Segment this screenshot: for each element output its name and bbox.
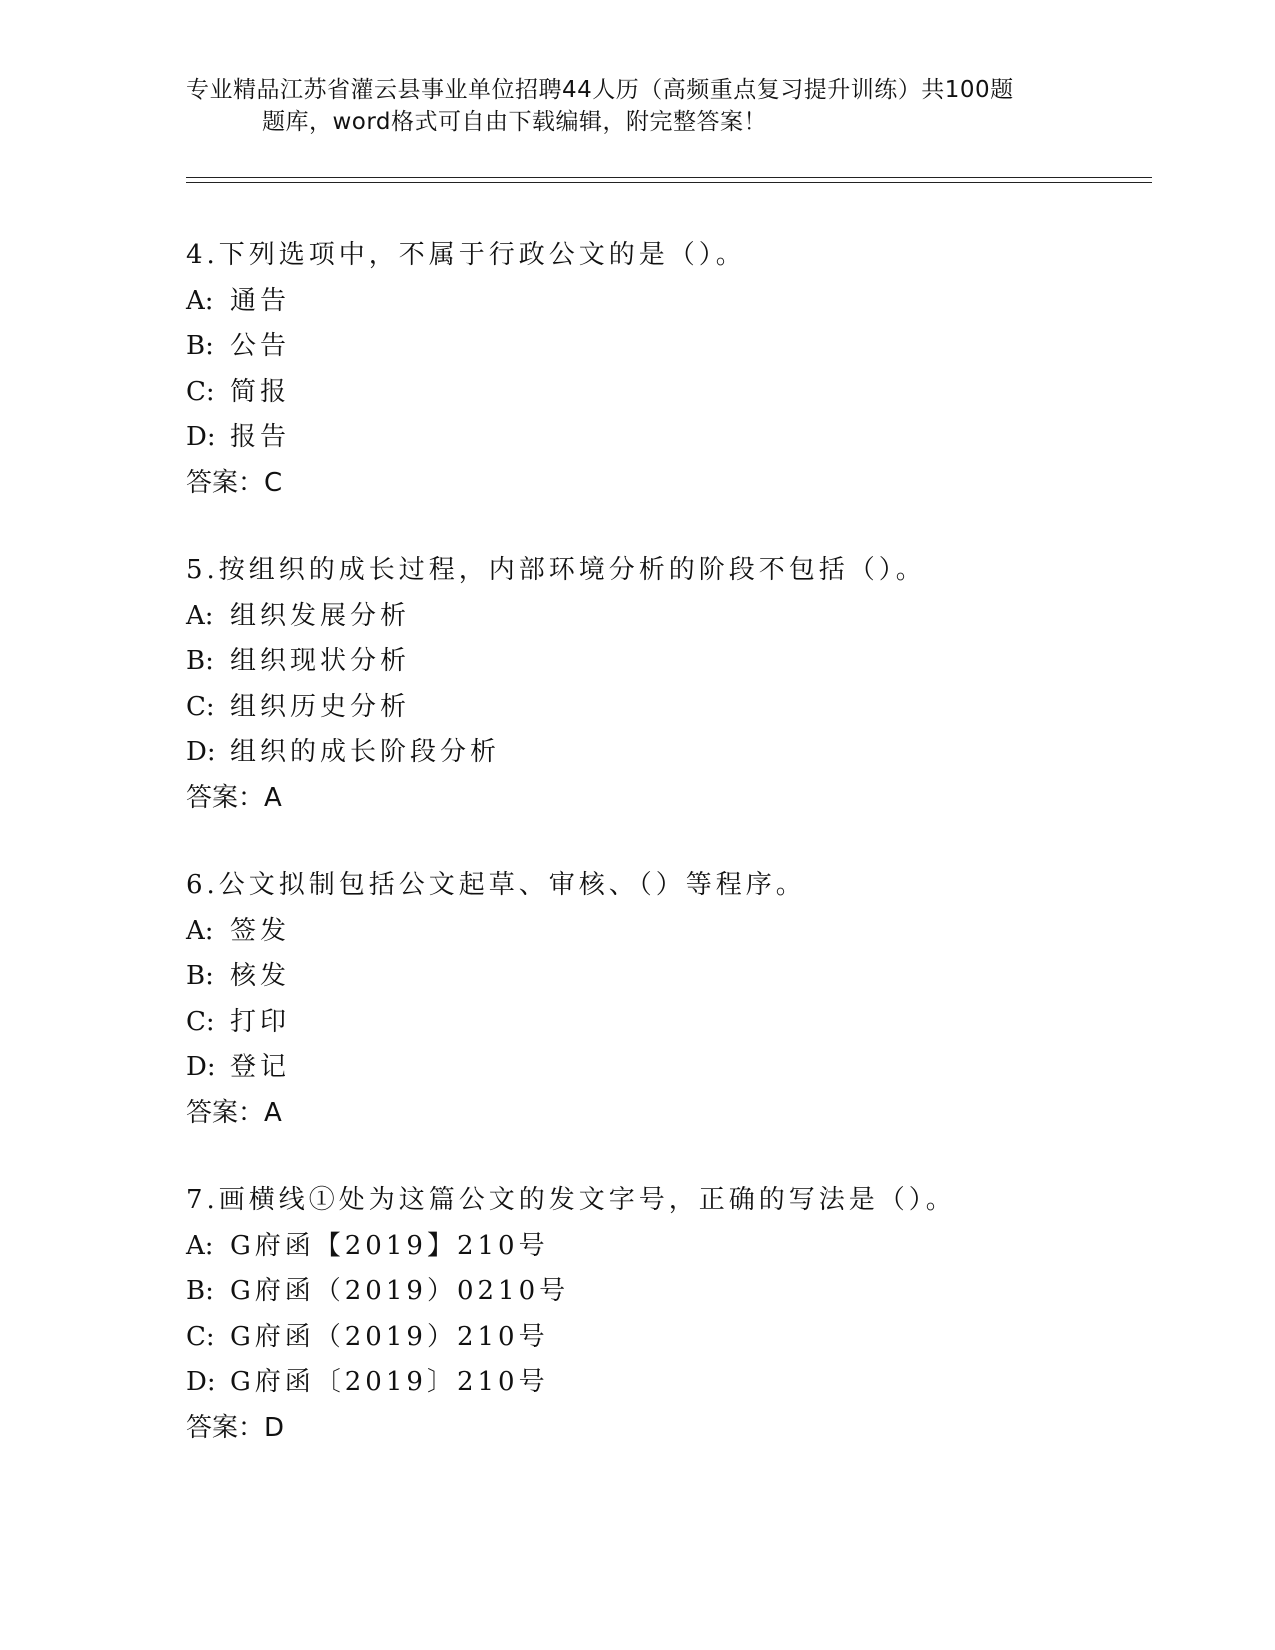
option-text: 通告 <box>230 285 291 316</box>
option-a <box>186 594 1146 640</box>
header-title-line-1: 专业精品江苏省灌云县事业单位招聘44人历（高频重点复习提升训练）共100题 <box>186 77 1014 103</box>
option-d <box>186 415 1146 461</box>
option-text: 组织历史分析 <box>230 691 411 722</box>
answer-text: 答案：A <box>186 782 282 813</box>
option-text: 签发 <box>230 915 291 946</box>
question-5 <box>186 548 1146 821</box>
option-text: 登记 <box>230 1052 291 1082</box>
option-text: 简报 <box>230 376 291 407</box>
option-text: G府函〔2019〕210号 <box>230 1367 549 1397</box>
option-letter: B: <box>186 961 214 991</box>
option-d <box>186 730 1146 776</box>
option-text: 组织现状分析 <box>230 646 411 676</box>
option-letter: A: <box>186 600 214 631</box>
option-d <box>186 1045 1146 1091</box>
question-list <box>186 233 1146 1493</box>
question-7 <box>186 1178 1146 1451</box>
option-a <box>186 909 1146 955</box>
option-letter: A: <box>186 915 214 946</box>
answer-text: 答案：A <box>186 1097 282 1128</box>
option-a <box>186 279 1146 325</box>
option-text: 组织发展分析 <box>230 600 411 631</box>
option-text: 打印 <box>230 1006 291 1037</box>
option-a <box>186 1224 1146 1270</box>
option-letter: B: <box>186 646 214 676</box>
option-text: G府函（2019）210号 <box>230 1321 549 1352</box>
option-text: 报告 <box>230 422 291 452</box>
option-c <box>186 370 1146 416</box>
option-letter: D: <box>186 1367 216 1397</box>
question-stem: 5.按组织的成长过程，内部环境分析的阶段不包括（）。 <box>186 555 926 585</box>
option-c <box>186 1315 1146 1361</box>
option-letter: C: <box>186 691 215 722</box>
question-stem: 7.画横线①处为这篇公文的发文字号，正确的写法是（）。 <box>186 1185 956 1215</box>
option-letter: D: <box>186 737 216 767</box>
option-letter: C: <box>186 1006 215 1037</box>
option-letter: A: <box>186 285 214 316</box>
answer-text: 答案：D <box>186 1412 285 1443</box>
option-text: 组织的成长阶段分析 <box>230 737 501 767</box>
question-6 <box>186 863 1146 1136</box>
option-letter: B: <box>186 331 214 361</box>
header-divider-bottom <box>186 182 1152 183</box>
option-letter: D: <box>186 1052 216 1082</box>
option-text: G府函【2019】210号 <box>230 1230 549 1261</box>
question-4 <box>186 233 1146 506</box>
document-header <box>186 74 1086 138</box>
option-c <box>186 685 1146 731</box>
header-title-line-2: 题库，word格式可自由下载编辑，附完整答案！ <box>262 109 768 135</box>
option-text: 公告 <box>230 331 291 361</box>
option-text: 核发 <box>230 961 291 991</box>
option-text: G府函（2019）0210号 <box>230 1276 570 1306</box>
option-b <box>186 324 1146 370</box>
answer-text: 答案：C <box>186 467 283 498</box>
option-b <box>186 639 1146 685</box>
option-letter: B: <box>186 1276 214 1306</box>
option-c <box>186 1000 1146 1046</box>
header-divider-top <box>186 177 1152 178</box>
option-d <box>186 1360 1146 1406</box>
question-stem: 6.公文拟制包括公文起草、审核、（）等程序。 <box>186 870 806 900</box>
option-b <box>186 954 1146 1000</box>
option-letter: D: <box>186 422 216 452</box>
option-letter: A: <box>186 1230 214 1261</box>
option-b <box>186 1269 1146 1315</box>
question-stem: 4.下列选项中，不属于行政公文的是（）。 <box>186 240 746 270</box>
option-letter: C: <box>186 376 215 407</box>
option-letter: C: <box>186 1321 215 1352</box>
